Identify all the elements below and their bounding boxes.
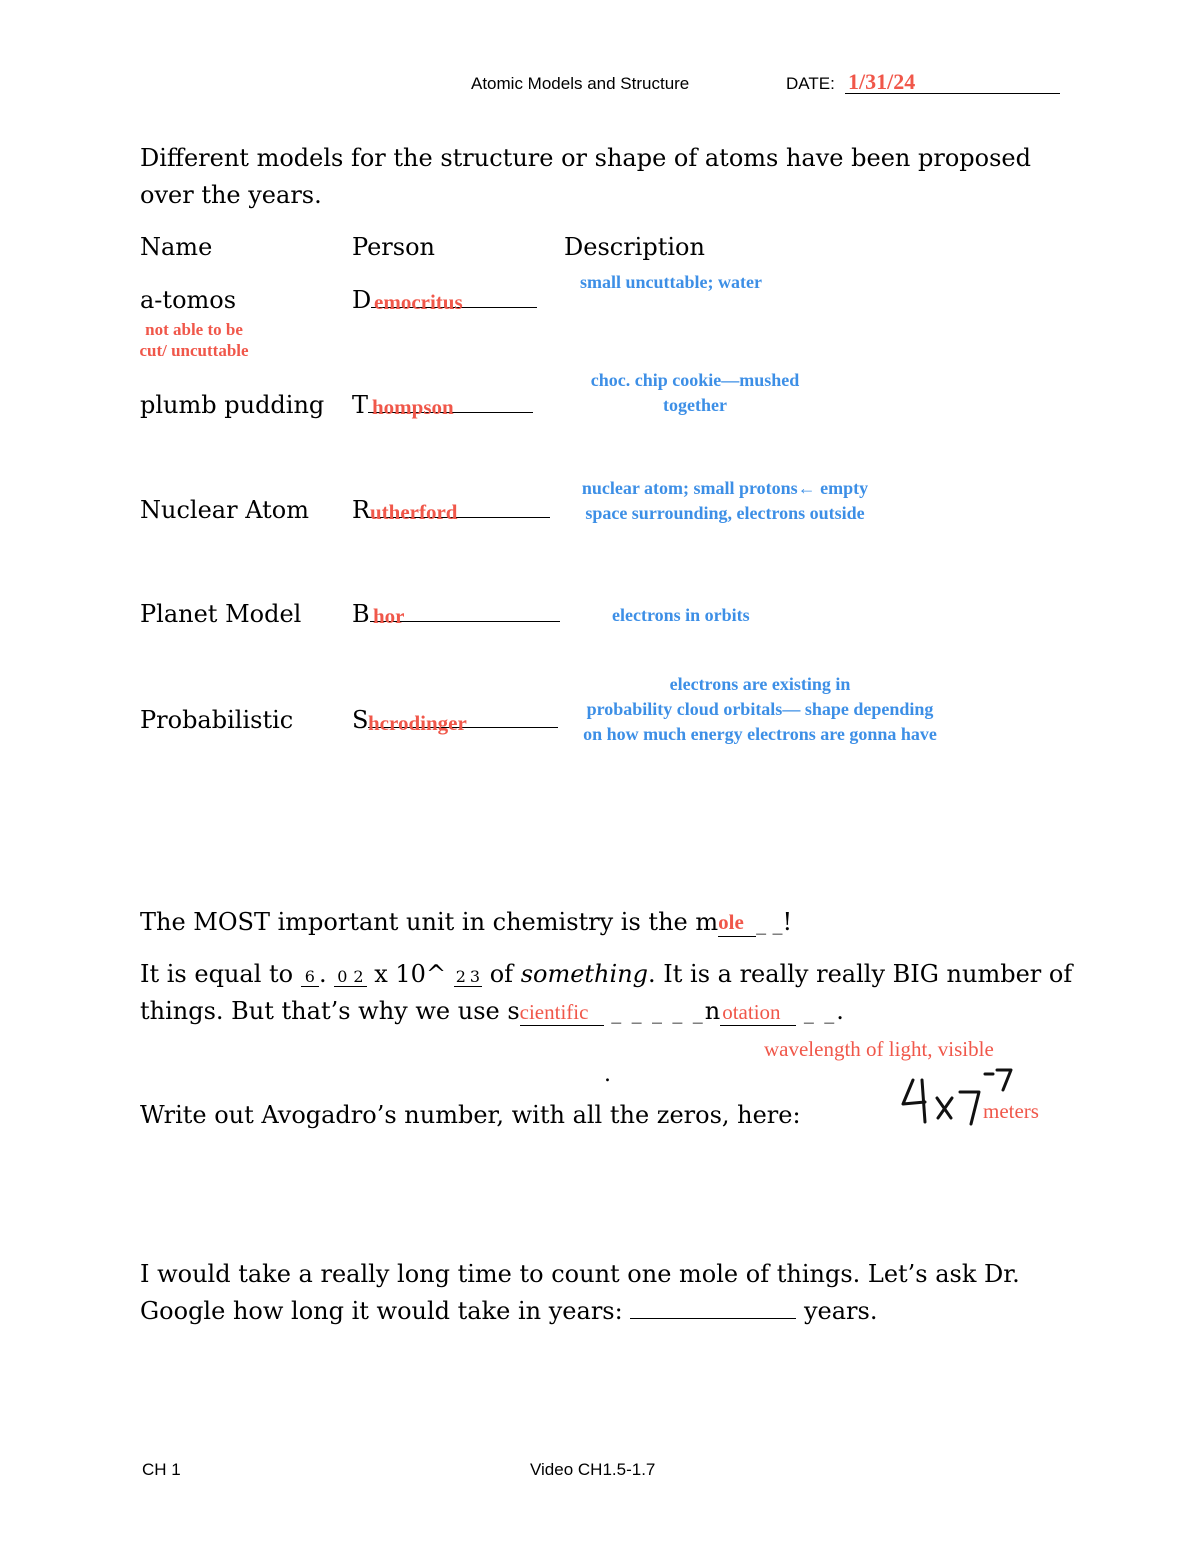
mole-prefix: The MOST important unit in chemistry is the m xyxy=(140,908,719,936)
scientific-blank xyxy=(520,997,604,1026)
avogadro-line-2 xyxy=(140,997,844,1026)
exponent-1: 2 xyxy=(455,967,466,986)
row-name-planet-model: Planet Model xyxy=(140,600,302,628)
meters-note: meters xyxy=(983,1099,1039,1123)
header-description: Description xyxy=(564,233,705,261)
person-letter: B xyxy=(352,600,370,628)
mole-suffix: ! xyxy=(782,908,793,936)
person-fill-bohr: hor xyxy=(373,604,405,628)
scientific-fill: cientific xyxy=(519,1000,589,1024)
atomos-note-line-2: cut/ uncuttable xyxy=(139,341,249,360)
equal-to-text: It is equal to xyxy=(140,960,294,988)
digit-2: 0 xyxy=(334,967,350,987)
person-fill-schrodinger: hcrodinger xyxy=(368,711,467,735)
years-blank xyxy=(630,1318,796,1319)
notation-fill: otation xyxy=(722,1000,781,1024)
notation-blank xyxy=(720,997,796,1026)
description-planet: electrons in orbits xyxy=(612,605,750,625)
count-line-1: I would take a really long time to count one mole of things. Let’s ask Dr. xyxy=(140,1260,1020,1288)
header-person: Person xyxy=(352,233,435,261)
description-atomos: small uncuttable; water xyxy=(580,272,762,292)
intro-line-1: Different models for the structure or shape of atoms have been proposed xyxy=(140,144,1031,172)
person-letter: D xyxy=(352,286,372,314)
person-letter: T xyxy=(352,391,369,419)
count-suffix: years. xyxy=(803,1297,878,1325)
stray-dot: . xyxy=(604,1062,611,1087)
person-letter: R xyxy=(352,496,371,524)
exponent-2: 3 xyxy=(469,967,481,986)
mole-sentence xyxy=(140,908,792,937)
description-prob-line-2: probability cloud orbitals— shape depending xyxy=(586,699,934,719)
atomos-note-line-1: not able to be xyxy=(145,320,243,339)
write-out-prompt: Write out Avogadro’s number, with all the zeros, here: xyxy=(140,1101,801,1129)
of-text: of xyxy=(489,960,514,988)
footer-left: CH 1 xyxy=(142,1460,181,1479)
count-prefix: Google how long it would take in years: xyxy=(140,1297,623,1325)
avogadro-rest: . It is a really really BIG number of xyxy=(648,960,1073,988)
description-plumb-line-2: together xyxy=(663,395,727,415)
document-title: Atomic Models and Structure xyxy=(471,74,690,93)
avogadro-line-1 xyxy=(140,960,1072,988)
row-name-plumb-pudding: plumb pudding xyxy=(140,391,325,419)
footer-center: Video CH1.5-1.7 xyxy=(530,1460,656,1479)
row-name-atomos: a-tomos xyxy=(140,286,237,314)
intro-line-2: over the years. xyxy=(140,181,322,209)
line2-prefix: things. But that’s why we use s xyxy=(140,997,520,1025)
times-ten: x 10^ xyxy=(374,960,447,988)
mole-blank xyxy=(718,908,756,937)
person-fill-rutherford: utherford xyxy=(370,500,458,524)
scientific-blanks: _ _ _ _ _ xyxy=(611,1000,705,1024)
description-prob-line-1: electrons are existing in xyxy=(669,674,851,694)
person-letter: S xyxy=(352,706,369,734)
wavelength-note: wavelength of light, visible xyxy=(764,1037,994,1061)
digit-1: 6 xyxy=(301,967,319,987)
date-label: DATE: xyxy=(786,74,835,93)
person-fill-thompson: hompson xyxy=(372,395,454,419)
mole-fill: ole xyxy=(718,910,744,934)
decimal-dot: . xyxy=(318,960,327,988)
date-value: 1/31/24 xyxy=(848,69,916,94)
period: . xyxy=(836,997,844,1025)
person-fill-democritus: emocritus xyxy=(374,290,463,314)
notation-blanks: _ _ xyxy=(803,1000,837,1024)
digit-3: 2 xyxy=(350,967,366,987)
n-letter: n xyxy=(704,997,721,1025)
row-name-nuclear-atom: Nuclear Atom xyxy=(140,496,309,524)
description-nuclear-line-2: space surrounding, electrons outside xyxy=(585,503,865,523)
mole-blanks: _ _ xyxy=(756,911,783,935)
description-nuclear-line-1: nuclear atom; small protons← empty xyxy=(581,478,869,498)
description-plumb-line-1: choc. chip cookie—mushed xyxy=(590,370,800,390)
row-name-probabilistic: Probabilistic xyxy=(140,706,294,734)
description-prob-line-3: on how much energy electrons are gonna have xyxy=(583,724,937,744)
header-name: Name xyxy=(140,233,213,261)
something-text: something xyxy=(520,960,649,988)
count-line-2 xyxy=(140,1297,877,1325)
